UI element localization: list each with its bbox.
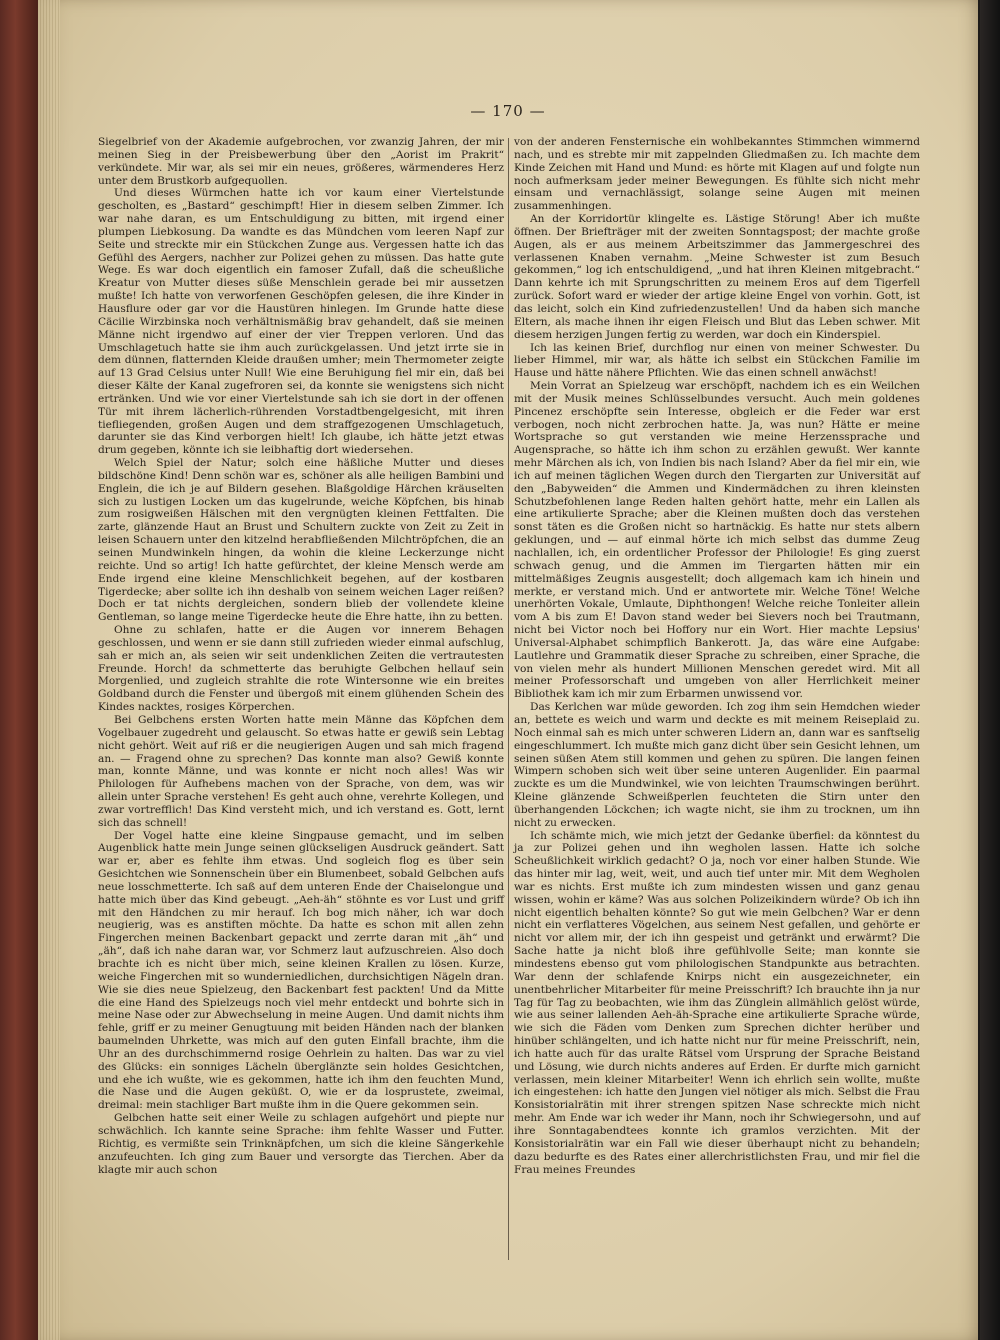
paragraph: Der Vogel hatte eine kleine Singpause gemacht, und im selben Augenblick hatte mein Junge seinen glückseligen Ausdruck geändert. Satt war er, aber es fehlte ihm etwas. Und sogleich flog es über sein Gesichtchen wie Sonnenschein über ein Blumenbeet, sobald Gelbchen aufs neue losschmetterte. Ich saß auf dem unteren Ende der Chaiselongue und hatte mich über das Kind gebeugt. „Aeh-äh“ stöhnte es vor Lust und griff mit den Händchen zu mir herauf. Ich bog mich näher, ich war doch neugierig, was es anstiften möchte. Da hatte es schon mit allen zehn Fingerchen meinen Backenbart gepackt und zerrte daran mit „äh“ und „äh“, daß ich nahe daran war, vor Schmerz laut aufzuschreien. Also doch brachte ich es nicht über mich, seine kleinen Krallen zu lösen. Kurze, weiche Fingerchen mit so wunderniedlichen, durchsichtigen Nägeln dran. Wie sie dies neue Spielzeug, den Backenbart fest packten! Und da Mitte die eine Hand des Spielzeugs noch viel mehr entdeckt und bohrte sich in meine Nase oder zur Abwechselung in meine Augen. Und damit nichts ihm fehle, griff er zu meiner Genugtuung mit beiden Händen nach der blanken baumelnden Uhrkette, was mich auf den guten Einfall brachte, ihm die Uhr an des durchschimmernd rosige Oehrlein zu halten. Das war zu viel des Glücks: ein sonniges Lächeln überglänzte sein holdes Gesichtchen, und ehe ich wußte, wie es gekommen, hatte ich ihm den feuchten Mund, die Nase und die Augen geküßt. O, wie er da losprustete, zweimal, dreimal: mein stachliger Bart mußte ihm in die Quere gekommen sein.: [98, 829, 504, 1112]
page-edges: [38, 0, 60, 1340]
book-page: [38, 0, 978, 1340]
right-column: [514, 136, 920, 1176]
paragraph: Gelbchen hatte seit einer Weile zu schlagen aufgehört und piepte nur schwächlich. Ich kannte seine Sprache: ihm fehlte Wasser und Futter. Richtig, es vermißte sein Trinknäpfchen, um sich die kleine Sängerkehle anzufeuchten. Ich ging zum Bauer und versorgte das Tierchen. Aber da klagte mir auch schon: [98, 1112, 504, 1176]
paragraph: Das Kerlchen war müde geworden. Ich zog ihm sein Hemdchen wieder an, bettete es weich und warm und deckte es mit meinem Reiseplaid zu. Noch einmal sah es mich unter schweren Lidern an, dann war es sanftselig eingeschlummert. Ich mußte mich ganz dicht über sein Gesicht lehnen, um seinen süßen Atem still kommen und gehen zu spüren. Die langen feinen Wimpern schoben sich weit über seine unteren Augenlider. Ein paarmal zuckte es um die Mundwinkel, wie von leichten Traumschwingen berührt. Kleine glänzende Schweißperlen feuchteten die Stirn unter den überhangenden Löckchen; ich wagte nicht, sie ihm zu trocknen, um ihn nicht zu erwecken.: [514, 701, 920, 829]
paragraph: von der anderen Fensternische ein wohlbekanntes Stimmchen wimmernd nach, und es strebte mir mit zappelnden Gliedmaßen zu. Ich machte dem Kinde Zeichen mit Hand und Mund: es hörte mit Klagen auf und folgte nun noch aufmerksam jeder meiner Bewegungen. Es fühlte sich nicht mehr einsam und vernachlässigt, solange seine Augen mit meinen zusammenhingen.: [514, 136, 920, 213]
paragraph: Und dieses Würmchen hatte ich vor kaum einer Viertelstunde gescholten, es „Bastard“ geschimpft! Hier in diesem selben Zimmer. Ich war nahe daran, es um Entschuldigung zu bitten, mit irgend einer plumpen Liebkosung. Da wandte es das Mündchen vom leeren Napf zur Seite und streckte mir ein Stückchen Zunge aus. Vergessen hatte ich das Gefühl des Aergers, nachher zur Polizei gehen zu müssen. Das hatte gute Wege. Es war doch eigentlich ein famoser Zufall, daß die scheußliche Kreatur von Mutter dieses süße Menschlein gerade bei mir aussetzen mußte! Ich hatte von verworfenen Geschöpfen gelesen, die ihre Kinder in Hausflure oder gar vor die Haustüren hinlegen. Im Grunde hatte diese Cäcilie Wirzbinska noch verhältnismäßig brav gehandelt, daß sie meinen Männe nicht irgendwo auf einer der vier Treppen verloren. Und das Umschlagetuch hatte sie ihm auch zurückgelassen. Und jetzt irrte sie in dem dünnen, flatternden Kleide draußen umher; mein Thermometer zeigte auf 13 Grad Celsius unter Null! Wie eine Beruhigung fiel mir ein, daß bei dieser Kälte der Kanal zugefroren sei, da konnte sie wenigstens sich nicht ertränken. Und wie vor einer Viertelstunde sah ich sie dort in der offenen Tür mit ihrem lächerlich-rührenden Vorstadtbengelgesicht, mit ihren tiefliegenden, großen Augen und dem straffgezogenen Umschlagetuch, darunter sie das Kind verborgen hielt! Ich glaube, ich hätte jetzt etwas drum gegeben, könnte ich sie leibhaftig dort wiedersehen.: [98, 187, 504, 457]
paragraph: Welch Spiel der Natur; solch eine häßliche Mutter und dieses bildschöne Kind! Denn schön war es, schöner als alle heiligen Bambini und Englein, die ich je auf Bildern gesehen. Blaßgoldige Härchen kräuselten sich zu lustigen Locken um das kugelrunde, weiche Köpfchen, bis hinab zum rosigweißen Hälschen mit den vergnügten kleinen Fettfalten. Die zarte, glänzende Haut an Brust und Schultern zuckte von Zeit zu Zeit in leisen Schauern unter den kitzelnd herabfließenden Milchtröpfchen, die an seinen Mundwinkeln hingen, da wohin die kleine Leckerzunge nicht reichte. Und so artig! Ich hatte gefürchtet, der kleine Mensch werde am Ende irgend eine kleine Menschlichkeit begehen, auf der kostbaren Tigerdecke; aber sollte ich ihn deshalb von seinem weichen Lager reißen? Doch er tat nichts dergleichen, sondern blieb der vollendete kleine Gentleman, so lange meine Tigerdecke heute die Ehre hatte, ihn zu betten.: [98, 457, 504, 624]
book-binding: [0, 0, 38, 1340]
paragraph: Bei Gelbchens ersten Worten hatte mein Männe das Köpfchen dem Vogelbauer zugedreht und gelauscht. So etwas hatte er gewiß sein Lebtag nicht gehört. Weit auf riß er die neugierigen Augen und sah mich fragend an. — Fragend ohne zu sprechen? Das konnte man also? Gewiß konnte man, konnte Männe, und was konnte er nicht noch alles! Was wir Philologen für Aufhebens machen von der Sprache, von dem, was wir allein unter Sprache verstehen! Es geht auch ohne, verehrte Kollegen, und zwar vortrefflich! Das Kind versteht mich, und ich verstand es. Gott, lernt sich das schnell!: [98, 713, 504, 829]
book-edge: [980, 0, 1000, 1340]
page-number: — 170 —: [470, 102, 546, 120]
paragraph: Ich schämte mich, wie mich jetzt der Gedanke überfiel: da könntest du ja zur Polizei gehen und ihn wegholen lassen. Hatte ich solche Scheußlichkeit wirklich gedacht? O ja, noch vor einer halben Stunde. Wie das hinter mir lag, weit, weit, und auch tief unter mir. Mit dem Wegholen war es nichts. Erst mußte ich zum mindesten wissen und ganz genau wissen, wohin er käme? Was aus solchen Polizeikindern würde? Ob ich ihn nicht eigentlich behalten könnte? So gut wie mein Gelbchen? War er denn nicht ein verflatteres Vögelchen, aus seinem Nest gefallen, und gehörte er nicht vor allem mir, der ich ihn gespeist und getränkt und erwärmt? Die Sache hatte ja nicht bloß ihre gefühlvolle Seite; man konnte sie mindestens ebenso gut vom philologischen Standpunkte aus betrachten. War denn der schlafende Knirps nicht ein ausgezeichneter, ein unentbehrlicher Mitarbeiter für meine Preisschrift? Ich brauchte ihn ja nur Tag für Tag zu beobachten, wie ihm das Zünglein allmählich gelöst würde, wie aus seiner lallenden Aeh-äh-Sprache eine artikulierte Sprache würde, wie sich die Fäden vom Denken zum Sprechen dichter herüber und hinüber schlängelten, und ich hatte nicht nur für meine Preisschrift, nein, ich hatte auch für das uralte Rätsel vom Ursprung der Sprache Beistand und Lösung, wie durch nichts anderes auf Erden. Er durfte mich garnicht verlassen, mein kleiner Mitarbeiter! Wenn ich ehrlich sein wollte, mußte ich eingestehen: ich hatte den Jungen viel nötiger als mich. Selbst die Frau Konsistorialrätin mit ihrer strengen spitzen Nase schreckte mich nicht mehr. Am Ende war ich weder ihr Mann, noch ihr Schwiegersohn, und auf ihre Sonntagabendtees konnte ich gramlos verzichten. Mit der Konsistorialrätin war ein Fall wie dieser überhaupt nicht zu behandeln; dazu bedurfte es des Rates einer allerchristlichsten Frau, und mir fiel die Frau meines Freundes: [514, 829, 920, 1176]
left-column: [98, 136, 504, 1176]
paragraph: Siegelbrief von der Akademie aufgebrochen, vor zwanzig Jahren, der mir meinen Sieg in der Preisbewerbung über den „Aorist im Prakrit“ verkündete. Mir war, als sei mir ein neues, größeres, wärmenderes Herz unter dem Brustkorb aufgequollen.: [98, 136, 504, 187]
paragraph: Mein Vorrat an Spielzeug war erschöpft, nachdem ich es ein Weilchen mit der Musik meines Schlüsselbundes versucht. Auch mein goldenes Pincenez erschöpfte sein Interesse, obgleich er die Feder war erst verbogen, noch nicht zerbrochen hatte. Ja, was nun? Hätte er meine Wortsprache so gut verstanden wie meine Herzenssprache und Augensprache, so hätte ich ihm schon zu erzählen gewußt. Wer kannte mehr Märchen als ich, von Indien bis nach Island? Aber da fiel mir ein, wie ich auf meinen täglichen Wegen durch den Tiergarten zur Universität auf den „Babyweiden“ die Ammen und Kindermädchen zu ihren kleinsten Schutzbefohlenen lange Reden halten gehört hatte, mehr ein Lallen als eine artikulierte Sprache; aber die Kleinen mußten doch das verstehen sonst täten es die Großen nicht so hartnäckig. Es hatte nur stets albern geklungen, und — auf einmal hörte ich mich selbst das dumme Zeug nachlallen, ich, ein ordentlicher Professor der Philologie! Es ging zuerst schwach genug, und die Ammen im Tiergarten hätten mir ein mittelmäßiges Zeugnis ausgestellt; doch allgemach kam ich hinein und merkte, er verstand mich. Und er antwortete mir. Welche Töne! Welche unerhörten Vokale, Umlaute, Diphthongen! Welche reiche Tonleiter allein vom A bis zum E! Davon stand weder bei Sievers noch bei Trautmann, nicht bei Victor noch bei Hoffory nur ein Wort. Hier machte Lepsius' Universal-Alphabet schimpflich Bankerott. Ja, das wäre eine Aufgabe: Lautlehre und Grammatik dieser Sprache zu schreiben, einer Sprache, die von vielen mehr als hundert Millionen Menschen geredet wird. Mit all meiner Professorschaft und umgeben von aller Herrlichkeit meiner Bibliothek kam ich mir zum Erbarmen unwissend vor.: [514, 380, 920, 701]
paragraph: Ich las keinen Brief, durchflog nur einen von meiner Schwester. Du lieber Himmel, mir war, als hätte ich selbst ein Stückchen Familie im Hause und hätte nähere Pflichten. Wie das einen schnell anwächst!: [514, 341, 920, 380]
paragraph: An der Korridortür klingelte es. Lästige Störung! Aber ich mußte öffnen. Der Briefträger mit der zweiten Sonntagspost; der machte große Augen, als er aus meinem Arbeitszimmer das Jammergeschrei des verlassenen Knaben vernahm. „Meine Schwester ist zum Besuch gekommen,“ log ich entschuldigend, „und hat ihren Kleinen mitgebracht.“ Dann kehrte ich mit Sprungschritten zu meinem Eros auf dem Tigerfell zurück. Sofort ward er wieder der artige kleine Engel von vorhin. Gott, ist das leicht, solch ein Kind zufriedenzustellen! Und da haben sich manche Eltern, als mache ihnen ihr eigen Fleisch und Blut das Leben schwer. Mit diesem herzigen Jungen fertig zu werden, war doch ein Kinderspiel.: [514, 213, 920, 341]
paragraph: Ohne zu schlafen, hatte er die Augen vor innerem Behagen geschlossen, und wenn er sie dann still zufrieden wieder einmal aufschlug, sah er mich an, als seien wir seit undenklichen Zeiten die vertrautesten Freunde. Horch! da schmetterte das beruhigte Gelbchen hellauf sein Morgenlied, und zugleich strahlte die rote Wintersonne wie ein breites Goldband durch die Fenster und übergoß mit einem glühenden Schein des Kindes nacktes, rosiges Körperchen.: [98, 624, 504, 714]
column-divider: [508, 138, 509, 1260]
